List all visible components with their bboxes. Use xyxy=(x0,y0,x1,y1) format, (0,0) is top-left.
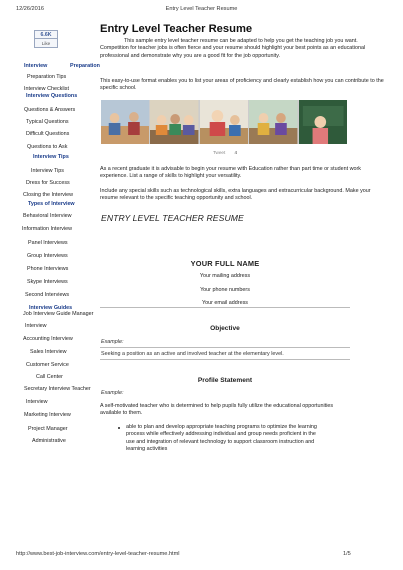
graduate-advice xyxy=(100,166,385,181)
skills-list xyxy=(118,424,318,457)
sidebar-item[interactable]: Panel Interviews xyxy=(28,240,68,246)
tweet-link[interactable]: Tweet xyxy=(213,150,226,155)
print-page-number: 1/5 xyxy=(343,551,351,557)
sidebar-item[interactable]: Interview xyxy=(25,323,47,329)
sidebar-item[interactable]: Closing the Interview xyxy=(23,192,74,198)
classroom-photo xyxy=(200,100,248,144)
skills-advice xyxy=(100,188,385,203)
sidebar-item[interactable]: Marketing Interview xyxy=(24,412,71,418)
print-url: http://www.best-job-interview.com/entry-level-teacher-resume.html xyxy=(16,551,180,557)
sidebar-item[interactable]: Call Center xyxy=(36,374,63,380)
like-label: Like xyxy=(41,41,51,46)
sidebar-item[interactable]: Interview Tips xyxy=(31,168,64,174)
profile-text-block xyxy=(100,403,340,418)
sidebar-item[interactable]: Questions & Answers xyxy=(24,107,76,113)
article-title: Entry Level Teacher Resume xyxy=(100,23,253,35)
objective-heading: Objective xyxy=(210,325,240,332)
profile-example-label: Example: xyxy=(101,390,124,396)
like-count: 6.6K xyxy=(35,31,57,39)
slider-page-number[interactable]: 4 xyxy=(234,150,238,155)
print-date: 12/26/2016 xyxy=(16,6,44,12)
sidebar-item[interactable]: Information Interview xyxy=(22,226,73,232)
resume-phone-numbers: Your phone numbers xyxy=(200,287,250,293)
photo-slider[interactable] xyxy=(101,100,347,144)
sidebar-item[interactable]: Typical Questions xyxy=(26,119,69,125)
sidebar-item[interactable]: Preparation Tips xyxy=(27,74,67,80)
objective-text: Seeking a position as an active and involved teacher at the elementary level. xyxy=(101,351,284,357)
classroom-photo xyxy=(150,100,198,144)
intro-text-2 xyxy=(100,78,385,93)
sidebar-item: Interview Guides xyxy=(29,305,73,311)
list-item: able to plan and develop appropriate teaching programs to optimize the learning process while effectively addressing individual and group needs proficient in the use and integration of relevant technology to support classroom instruction and learning activities xyxy=(118,424,318,454)
paragraph-graduate: As a recent graduate it is advisable to begin your resume with Education rather than part time or student work experience. List a range of skills to highlight your versatility. xyxy=(100,166,361,180)
sidebar-item: Types of Interview xyxy=(28,201,75,207)
profile-text: A self-motivated teacher who is determined to help pupils fully utilize the educational opportunities available to them. xyxy=(100,403,334,417)
divider xyxy=(100,359,350,360)
divider xyxy=(100,347,350,348)
sidebar-item[interactable]: Interview Checklist xyxy=(24,86,69,92)
resume-email-address: Your email address xyxy=(202,300,248,306)
print-page-title: Entry Level Teacher Resume xyxy=(165,6,238,12)
sidebar-item[interactable]: Difficult Questions xyxy=(26,131,70,137)
resume-mailing-address: Your mailing address xyxy=(199,273,251,279)
sidebar-item[interactable]: Interview xyxy=(24,63,48,69)
sidebar-item[interactable]: Job Interview Guide Manager xyxy=(23,311,94,317)
profile-heading: Profile Statement xyxy=(197,377,253,384)
sidebar-item[interactable]: Questions to Ask xyxy=(27,144,68,150)
sidebar-item[interactable]: Sales Interview xyxy=(30,349,67,355)
intro-text xyxy=(100,38,385,60)
sidebar-item: Interview Tips xyxy=(33,154,69,160)
intro-paragraph-1: This sample entry level teacher resume can be adapted to help you get the teaching job you want. Competition for teacher jobs is often fierce and your resume should highlight your best points as an educational professional and demonstrate why you are a good fit for the job opportunity. xyxy=(100,38,366,59)
resume-section-title: ENTRY LEVEL TEACHER RESUME xyxy=(101,213,244,223)
sidebar-item[interactable]: Secretary Interview Teacher xyxy=(24,386,91,392)
classroom-photo xyxy=(249,100,297,144)
divider xyxy=(100,307,350,308)
sidebar-item[interactable]: Preparation xyxy=(70,63,100,69)
sidebar-item[interactable]: Group Interviews xyxy=(27,253,68,259)
paragraph-skills: Include any special skills such as technological skills, extra languages and extracurricular background. Make your resume relevant to the specific teaching opportunity and school. xyxy=(100,188,371,202)
slider-caption xyxy=(213,150,237,155)
sidebar-item[interactable]: Second Interviews xyxy=(25,292,70,298)
classroom-photo xyxy=(299,100,347,144)
objective-example-label: Example: xyxy=(101,339,124,345)
sidebar-item[interactable]: Interview xyxy=(26,399,48,405)
sidebar-item[interactable]: Behavioral Interview xyxy=(23,213,72,219)
resume-full-name: YOUR FULL NAME xyxy=(190,259,260,268)
sidebar-item[interactable]: Dress for Success xyxy=(26,180,70,186)
sidebar-item[interactable]: Phone Interviews xyxy=(27,266,69,272)
sidebar-item[interactable]: Accounting Interview xyxy=(23,336,73,342)
facebook-like-button[interactable] xyxy=(34,30,58,48)
intro-paragraph-2: This easy-to-use format enables you to list your areas of proficiency and clearly establish how you can contribute to the specific school. xyxy=(100,78,384,92)
sidebar-item: Interview Questions xyxy=(26,93,78,99)
sidebar-item[interactable]: Skype Interviews xyxy=(27,279,68,285)
classroom-photo xyxy=(101,100,149,144)
sidebar-item[interactable]: Administrative xyxy=(32,438,66,444)
sidebar-item[interactable]: Customer Service xyxy=(26,362,69,368)
sidebar-item[interactable]: Project Manager xyxy=(28,426,68,432)
